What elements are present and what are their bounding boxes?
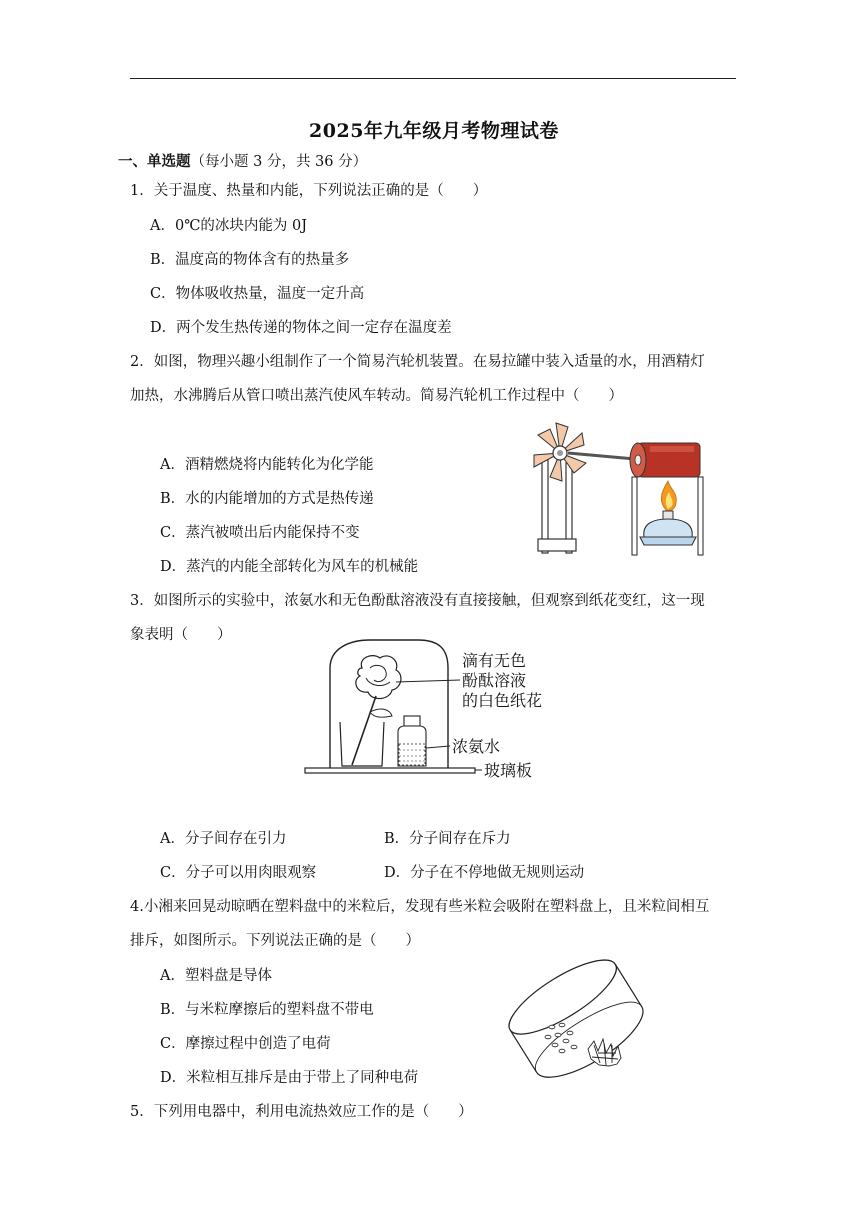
label-glass-plate: 玻璃板 bbox=[484, 761, 533, 780]
question-3-option-c: C．分子可以用肉眼观察 bbox=[160, 865, 317, 881]
question-3-stem-line-1: 3．如图所示的实验中，浓氨水和无色酚酞溶液没有直接接触，但观察到纸花变红，这一现 bbox=[130, 593, 705, 609]
section-note: （每小题 3 分，共 36 分） bbox=[190, 154, 368, 170]
flame-icon bbox=[661, 481, 676, 511]
label-ammonia: 浓氨水 bbox=[452, 737, 501, 756]
label-flower-line-2: 酚酞溶液 bbox=[462, 671, 527, 690]
question-5-stem: 5．下列用电器中，利用电流热效应工作的是（ ） bbox=[130, 1104, 473, 1120]
question-3-option-d: D．分子在不停地做无规则运动 bbox=[384, 865, 585, 881]
alcohol-lamp-icon bbox=[640, 511, 696, 545]
section-label: 一、单选题 bbox=[118, 153, 191, 170]
ammonia-bottle-icon bbox=[398, 716, 426, 766]
question-3-option-b: B．分子间存在斥力 bbox=[384, 831, 511, 847]
diffusion-experiment-figure bbox=[300, 640, 560, 785]
question-4-option-a: A．塑料盘是导体 bbox=[160, 968, 272, 984]
header-rule bbox=[130, 78, 736, 79]
question-1-option-b: B．温度高的物体含有的热量多 bbox=[150, 252, 350, 268]
label-flower-line-1: 滴有无色 bbox=[462, 651, 527, 670]
question-4-option-c: C．摩擦过程中创造了电荷 bbox=[160, 1036, 331, 1052]
question-3-option-a: A．分子间存在引力 bbox=[160, 831, 287, 847]
question-1-option-c: C．物体吸收热量，温度一定升高 bbox=[150, 286, 365, 302]
can-icon bbox=[630, 443, 700, 477]
steam-turbine-figure bbox=[520, 415, 720, 560]
page-title: 2025年九年级月考物理试卷 bbox=[309, 120, 559, 142]
question-4-option-b: B．与米粒摩擦后的塑料盘不带电 bbox=[160, 1002, 374, 1018]
plastic-tray-icon bbox=[500, 947, 654, 1091]
rice-grains-icon bbox=[545, 1023, 577, 1053]
question-2-stem-line-1: 2．如图，物理兴趣小组制作了一个简易汽轮机装置。在易拉罐中装入适量的水，用酒精灯 bbox=[130, 354, 705, 370]
question-4-stem-line-1: 4.小湘来回晃动晾晒在塑料盘中的米粒后，发现有些米粒会吸附在塑料盘上，且米粒间相互 bbox=[130, 899, 710, 915]
rice-pile-icon bbox=[588, 1039, 621, 1066]
question-2-option-c: C．蒸汽被喷出后内能保持不变 bbox=[160, 525, 360, 541]
question-4-option-d: D．米粒相互排斥是由于带上了同种电荷 bbox=[160, 1070, 419, 1086]
section-heading bbox=[118, 153, 367, 171]
paper-flower-icon bbox=[352, 656, 401, 765]
glass-plate-icon bbox=[305, 768, 475, 773]
question-1-stem: 1．关于温度、热量和内能，下列说法正确的是（ ） bbox=[130, 183, 488, 199]
question-2-option-b: B．水的内能增加的方式是热传递 bbox=[160, 491, 374, 507]
question-2-option-a: A．酒精燃烧将内能转化为化学能 bbox=[160, 457, 374, 473]
question-3-stem-line-2: 象表明（ ） bbox=[130, 627, 232, 643]
question-2-option-d: D．蒸汽的内能全部转化为风车的机械能 bbox=[160, 559, 419, 575]
question-1-option-d: D．两个发生热传递的物体之间一定存在温度差 bbox=[150, 320, 452, 336]
question-4-stem-line-2: 排斥，如图所示。下列说法正确的是（ ） bbox=[130, 933, 420, 949]
question-2-stem-line-2: 加热，水沸腾后从管口喷出蒸汽使风车转动。简易汽轮机工作过程中（ ） bbox=[130, 388, 623, 404]
label-flower-line-3: 的白色纸花 bbox=[462, 691, 543, 710]
plastic-tray-figure bbox=[500, 945, 655, 1095]
question-1-option-a: A．0℃的冰块内能为 0J bbox=[150, 218, 308, 234]
beaker-icon bbox=[340, 722, 384, 766]
